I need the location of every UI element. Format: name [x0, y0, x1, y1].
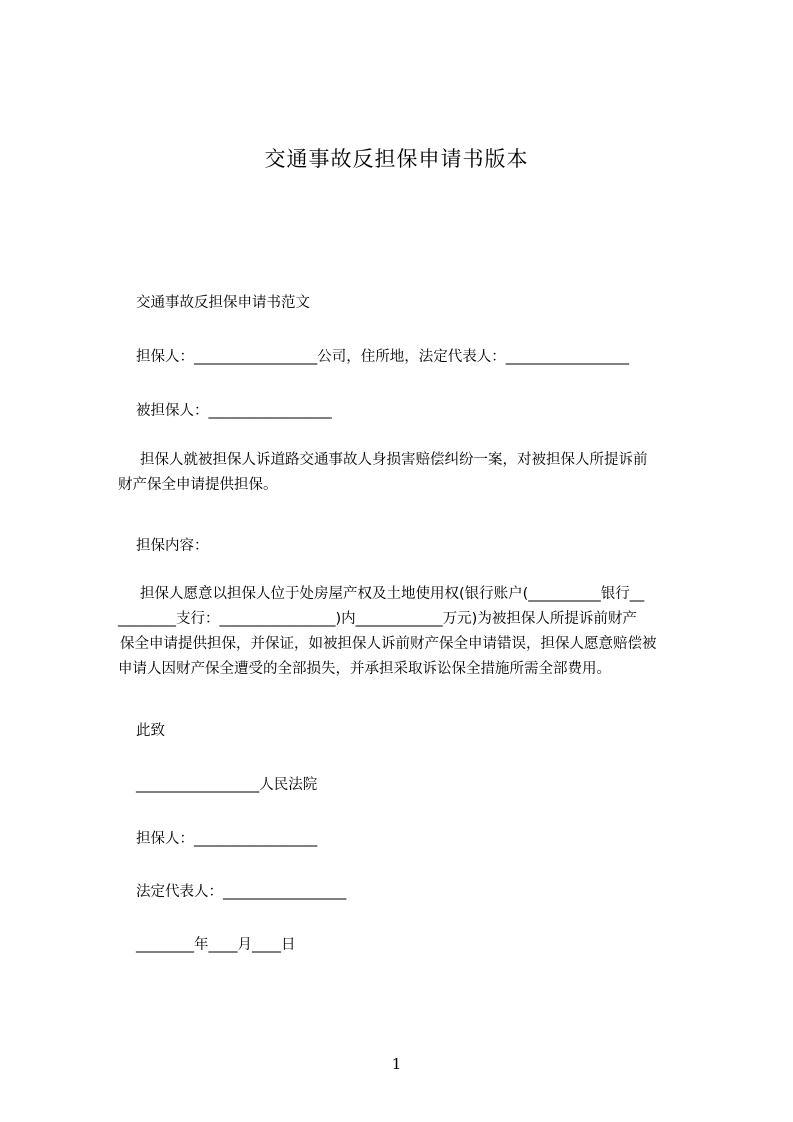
- page-number: 1: [391, 1055, 402, 1073]
- paragraph-guarantee-statement: [118, 448, 704, 498]
- guaranteed-party-line: 被担保人：_________________: [136, 403, 332, 419]
- paragraph-guarantee-content: [118, 582, 704, 682]
- paragraph-line: 财产保全申请提供担保。: [118, 477, 278, 493]
- paragraph-line: 申请人因财产保全遭受的全部损失，并承担采取诉讼保全措施所需全部费用。: [118, 661, 611, 677]
- document-subtitle: 交通事故反担保申请书范文: [136, 295, 310, 311]
- paragraph-line: ________支行：________________)内____________万元)为被担保人所提诉前财产: [118, 611, 637, 627]
- date-line: ________年____月____日: [136, 937, 296, 953]
- paragraph-line: 担保人就被担保人诉道路交通事故人身损害赔偿纠纷一案，对被担保人所提诉前: [140, 452, 648, 468]
- paragraph-line: 保全申请提供担保，并保证，如被担保人诉前财产保全申请错误，担保人愿意赔偿被: [120, 636, 657, 652]
- signature-legal-representative: 法定代表人：_________________: [136, 884, 347, 900]
- court-line: _________________人民法院: [136, 777, 318, 793]
- salutation: 此致: [136, 723, 165, 739]
- document-title: 交通事故反担保申请书版本: [264, 147, 529, 171]
- guarantor-line: 担保人：_________________公司，住所地，法定代表人：_________________: [136, 349, 629, 365]
- paragraph-line: 担保人愿意以担保人位于处房屋产权及土地使用权(银行账户(__________银行__: [140, 586, 645, 602]
- signature-guarantor: 担保人：_________________: [136, 831, 318, 847]
- guarantee-content-label: 担保内容：: [136, 538, 209, 554]
